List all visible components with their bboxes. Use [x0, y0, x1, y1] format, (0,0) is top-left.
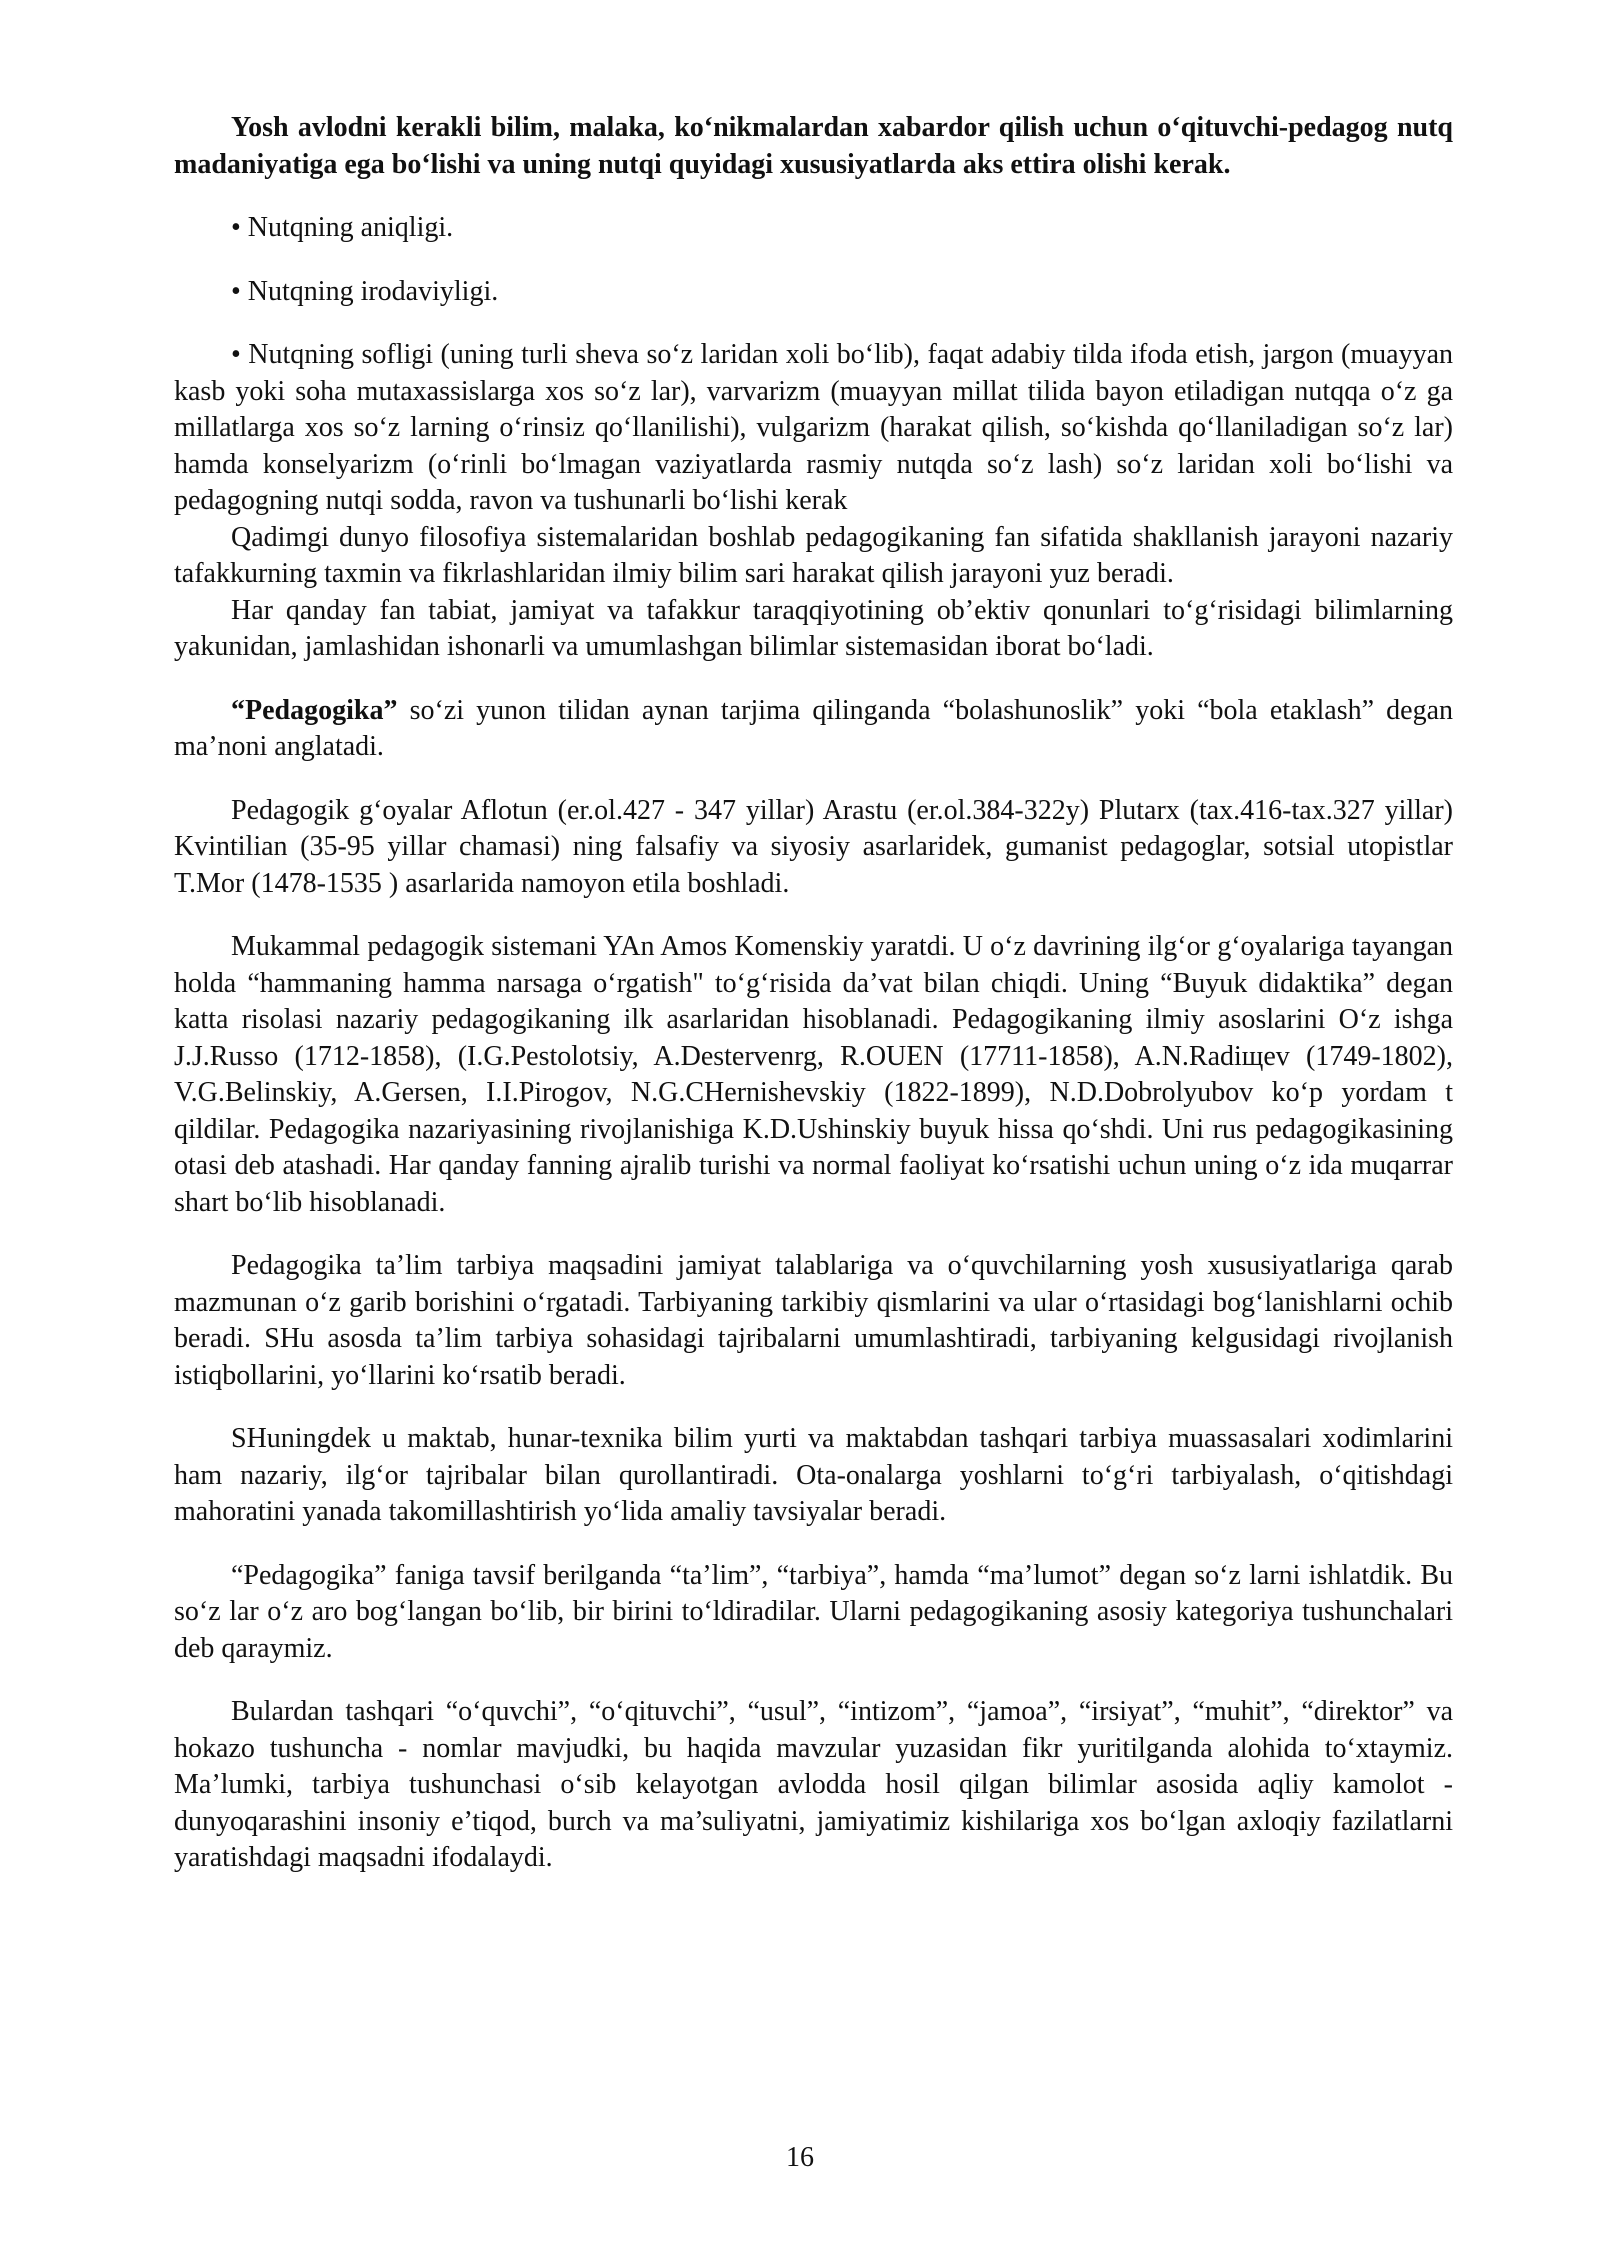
page-number: 16 [786, 2142, 814, 2173]
body-paragraph: SHuningdek u maktab, hunar-texnika bilim yurti va maktabdan tashqari tarbiya muassasalari xodimlarini ham nazariy, ilg‘or tajribalar bilan qurollantiradi. Ota-onalarga yoshlarni to‘g‘ri tarbiyalash, o‘qitishdagi mahoratini yanada takomillashtirish yo‘lida amaliy tavsiyalar beradi. [174, 1423, 1453, 1527]
bullet-item-willpower: • Nutqning irodaviyligi. [231, 275, 499, 307]
body-paragraph: Qadimgi dunyo filosofiya sistemalaridan boshlab pedagogikaning fan sifatida shakllanish jarayoni nazariy tafakkurning taxmin va fikrlashlaridan ilmiy bilim sari harakat qilish jarayoni yuz beradi. [174, 521, 1453, 589]
body-paragraph: Mukammal pedagogik sistemani YAn Amos Komenskiy yaratdi. U o‘z davrining ilg‘or g‘oyalariga tayangan holda “hammaning hamma narsaga o‘rgatish" to‘g‘risida da’vat bilan chiqdi. Uning “Buyuk didaktika” degan katta risolasi nazariy pedagogikaning ilk asarlaridan hisoblanadi. Pedagogikaning ilmiy asoslarini O‘z ishga J.J.Russo (1712-1858), (I.G.Pestolotsiy, A.Destervenrg, R.OUEN (17711-1858), A.N.Radiщev (1749-1802), V.G.Belinskiy, A.Gersen, I.I.Pirogov, N.G.CHernishevskiy (1822-1899), N.D.Dobrolyubov ko‘p yordam t qildilar. Pedagogika nazariyasining rivojlanishiga K.D.Ushinskiy buyuk hissa qo‘shdi. Uni rus pedagogikasining otasi deb atashadi. Har qanday fanning ajralib turishi va normal faoliyat ko‘rsatishi uchun uning o‘z ida muqarrar shart bo‘lib hisoblanadi. [174, 931, 1453, 1218]
bullet-item-accuracy: • Nutqning aniqligi. [231, 212, 454, 243]
intro-paragraph: Yosh avlodni kerakli bilim, malaka, ko‘nikmalardan xabardor qilish uchun o‘qituvchi-pedagog nutq madaniyatiga ega bo‘lishi va uning nutqi quyidagi xususiyatlarda aks ettira olishi kerak. [174, 112, 1453, 180]
pedagogika-definition-paragraph [174, 693, 1453, 766]
bullet-item-purity: • Nutqning sofligi (uning turli sheva so‘z laridan xoli bo‘lib), faqat adabiy tilda ifoda etish, jargon (muayyan kasb yoki soha mutaxassislarga xos so‘z lar), varvarizm (muayyan millat tilida bayon etiladigan nutqqa o‘z ga millatlarga xos so‘z larning o‘rinsiz qo‘llanilishi), vulgarizm (harakat qilish, so‘kishda qo‘llaniladigan so‘z lar) hamda konselyarizm (o‘rinli bo‘lmagan vaziyatlarda rasmiy nutqda so‘z lash) so‘z laridan xoli bo‘lishi va pedagogning nutqi sodda, ravon va tushunarli bo‘lishi kerak [174, 339, 1453, 516]
pedagogika-term: “Pedagogika” [231, 694, 398, 726]
body-paragraph: Pedagogik g‘oyalar Aflotun (er.ol.427 - 347 yillar) Arastu (er.ol.384-322y) Plutarx (tax.416-tax.327 yillar) Kvintilian (35-95 yillar chamasi) ning falsafiy va siyosiy asarlaridek, gumanist pedagoglar, sotsial utopistlar T.Mor (1478-1535 ) asarlarida namoyon etila boshladi. [174, 794, 1453, 899]
pedagogika-definition-text: so‘zi yunon tilidan aynan tarjima qilinganda “bolashunoslik” yoki “bola etaklash” degan ma’noni anglatadi. [174, 694, 1453, 762]
body-paragraph: Bulardan tashqari “o‘quvchi”, “o‘qituvchi”, “usul”, “intizom”, “jamoa”, “irsiyat”, “muhit”, “direktor” va hokazo tushuncha - nomlar mavjudki, bu haqida mavzular yuzasidan fikr yuritilganda alohida to‘xtaymiz. Ma’lumki, tarbiya tushunchasi o‘sib kelayotgan avlodda hosil qilgan bilimlar asosida aqliy kamolot - dunyoqarashini insoniy e’tiqod, burch va ma’suliyatni, jamiyatimiz kishilariga xos bo‘lgan axloqiy fazilatlarni yaratishdagi maqsadni ifodalaydi. [174, 1696, 1453, 1873]
body-paragraph: Har qanday fan tabiat, jamiyat va tafakkur taraqqiyotining ob’ektiv qonunlari to‘g‘risidagi bilimlarning yakunidan, jamlashidan ishonarli va umumlashgan bilimlar sistemasidan iborat bo‘ladi. [174, 594, 1453, 662]
body-paragraph: “Pedagogika” faniga tavsif berilganda “ta’lim”, “tarbiya”, hamda “ma’lumot” degan so‘z larni ishlatdik. Bu so‘z lar o‘z aro bog‘langan bo‘lib, bir birini to‘ldiradilar. Ularni pedagogikaning asosiy kategoriya tushunchalari deb qaraymiz. [174, 1559, 1453, 1664]
body-paragraph: Pedagogika ta’lim tarbiya maqsadini jamiyat talablariga va o‘quvchilarning yosh xususiyatlariga qarab mazmunan o‘z garib borishini o‘rgatadi. Tarbiyaning tarkibiy qismlarini va ular o‘rtasidagi bog‘lanishlarni ochib beradi. SHu asosda ta’lim tarbiya sohasidagi tajribalarni umumlashtiradi, tarbiyaning kelgusidagi rivojlanish istiqbollarini, yo‘llarini ko‘rsatib beradi. [174, 1250, 1453, 1391]
